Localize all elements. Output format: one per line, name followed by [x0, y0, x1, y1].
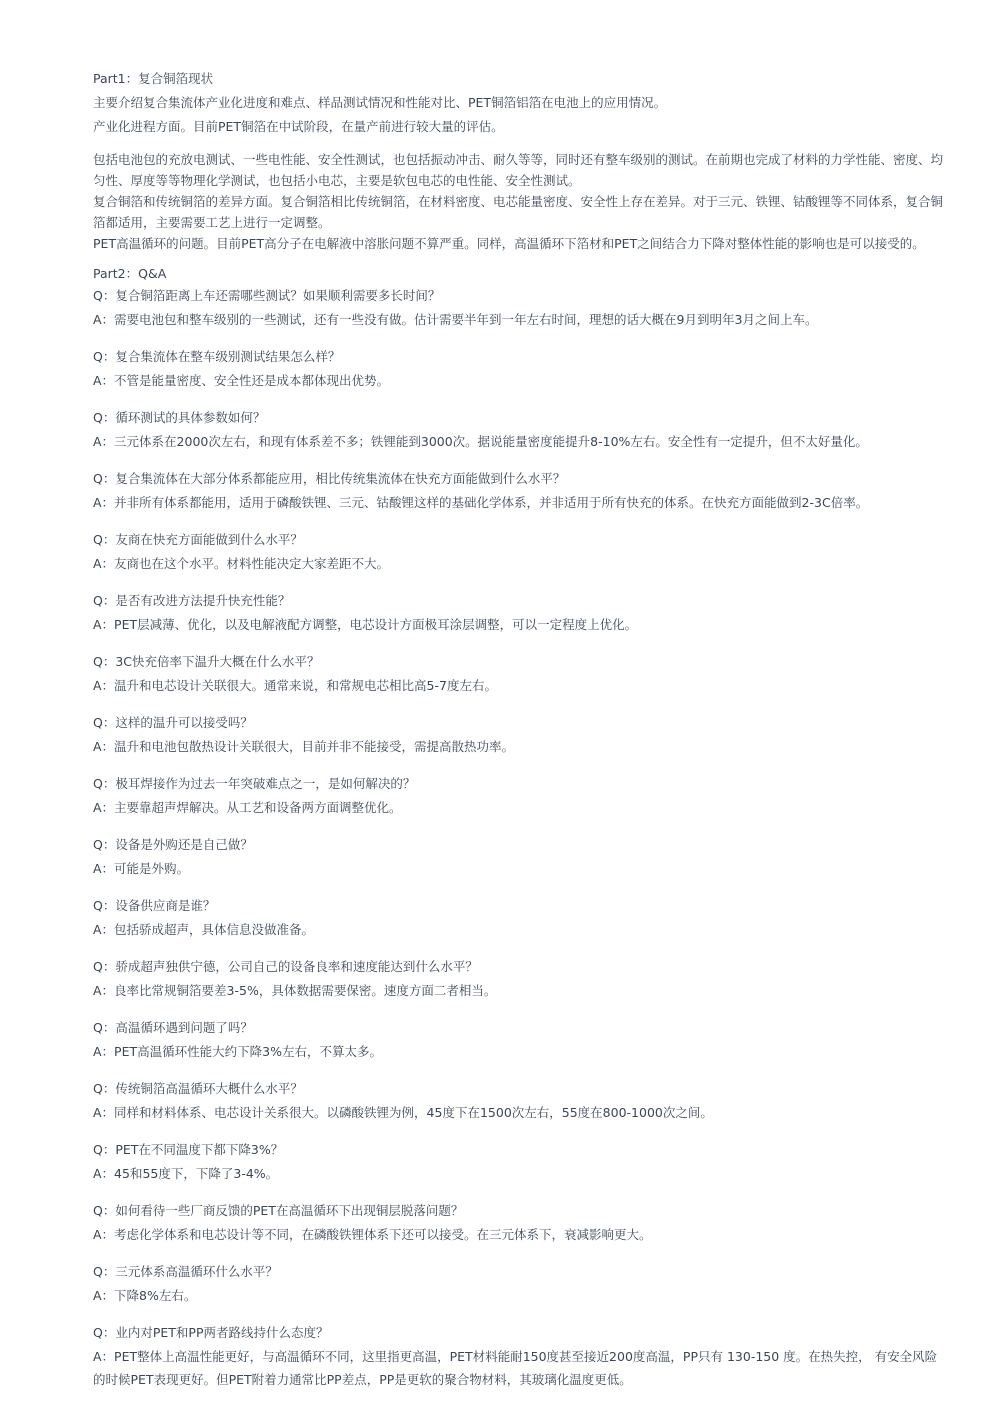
qa-item [93, 1199, 945, 1246]
question-text: Q：循环测试的具体参数如何？ [93, 410, 266, 425]
answer-text: A：温升和电芯设计关联很大。通常来说，和常规电芯相比高5-7度左右。 [93, 678, 497, 693]
answer-text: A：三元体系在2000次左右，和现有体系差不多；铁锂能到3000次。据说能量密度能提升8-10%左右。安全性有一定提升，但不太好量化。 [93, 434, 868, 449]
answer-text: A：不管是能量密度、安全性还是成本都体现出优势。 [93, 373, 390, 388]
qa-item [93, 406, 945, 453]
answer-text: A：下降8%左右。 [93, 1288, 197, 1303]
question-text: Q：极耳焊接作为过去一年突破难点之一，是如何解决的？ [93, 776, 416, 791]
answer-text: A：45和55度下，下降了3-4%。 [93, 1166, 279, 1181]
part1-intro: 主要介绍复合集流体产业化进度和难点、样品测试情况和性能对比、PET铜箔铝箔在电池上的应用情况。 [93, 95, 667, 110]
part1-heading: Part1：复合铜箔现状 [93, 71, 214, 86]
qa-item [93, 1260, 945, 1307]
answer-text: A：包括骄成超声，具体信息没做准备。 [93, 922, 315, 937]
qa-item [93, 528, 945, 575]
question-text: Q：业内对PET和PP两者路线持什么态度？ [93, 1325, 329, 1340]
part1-industrial-progress: 产业化进程方面。目前PET铜箔在中试阶段，在量产前进行较大量的评估。 [93, 119, 504, 134]
question-text: Q：3C快充倍率下温升大概在什么水平？ [93, 654, 320, 669]
question-text: Q：复合铜箔距离上车还需哪些测试？如果顺利需要多长时间？ [93, 288, 441, 303]
qa-item [93, 1321, 945, 1391]
qa-item [93, 650, 945, 697]
part1-difference-paragraph: 复合铜箔和传统铜箔的差异方面。复合铜箔相比传统铜箔，在材料密度、电芯能量密度、安全性上存在差异。对于三元、铁锂、钴酸锂等不同体系，复合铜箔都适用，主要需要工艺上进行一定调整。 [93, 194, 944, 230]
question-text: Q：传统铜箔高温循环大概什么水平？ [93, 1081, 303, 1096]
question-text: Q：高温循环遇到问题了吗？ [93, 1020, 253, 1035]
qa-list [93, 284, 945, 1391]
answer-text: A：PET高温循环性能大约下降3%左右，不算太多。 [93, 1044, 382, 1059]
answer-text: A：PET层减薄、优化，以及电解液配方调整，电芯设计方面极耳涂层调整，可以一定程度上优化。 [93, 617, 638, 632]
answer-text: A：主要靠超声焊解决。从工艺和设备两方面调整优化。 [93, 800, 402, 815]
qa-item [93, 1077, 945, 1124]
answer-text: A：需要电池包和整车级别的一些测试，还有一些没有做。估计需要半年到一年左右时间，理想的话大概在9月到明年3月之间上车。 [93, 312, 818, 327]
part1-cycling-paragraph: PET高温循环的问题。目前PET高分子在电解液中溶胀问题不算严重。同样，高温循环下箔材和PET之间结合力下降对整体性能的影响也是可以接受的。 [93, 236, 925, 251]
document-page [93, 68, 945, 1391]
answer-text: A：友商也在这个水平。材料性能决定大家差距不大。 [93, 556, 390, 571]
answer-text: A：PET整体上高温性能更好，与高温循环不同，这里指更高温，PET材料能耐150度甚至接近200度高温，PP只有 130-150 度。在热失控， 有安全风险的时候PET表现更好。但PET附着力通常比PP差点，PP是更软的聚合物材料，其玻璃化温度更低。 [93, 1349, 938, 1387]
qa-item [93, 284, 945, 331]
qa-item [93, 833, 945, 880]
part1-testing-paragraph: 包括电池包的充放电测试、一些电性能、安全性测试，也包括振动冲击、耐久等等，同时还有整车级别的测试。在前期也完成了材料的力学性能、密度、均匀性、厚度等等物理化学测试，也包括小电芯，主要是软包电芯的电性能、安全性测试。 [93, 152, 944, 188]
answer-text: A：同样和材料体系、电芯设计关系很大。以磷酸铁锂为例，45度下在1500次左右，55度在800-1000次之间。 [93, 1105, 713, 1120]
answer-text: A：温升和电池包散热设计关联很大，目前并非不能接受，需提高散热功率。 [93, 739, 515, 754]
qa-item [93, 955, 945, 1002]
question-text: Q：这样的温升可以接受吗？ [93, 715, 253, 730]
question-text: Q：设备供应商是谁？ [93, 898, 216, 913]
answer-text: A：可能是外购。 [93, 861, 190, 876]
qa-item [93, 1016, 945, 1063]
qa-item [93, 894, 945, 941]
part2-heading: Part2：Q&A [93, 266, 167, 281]
answer-text: A：并非所有体系都能用，适用于磷酸铁锂、三元、钴酸锂这样的基础化学体系，并非适用于所有快充的体系。在快充方面能做到2-3C倍率。 [93, 495, 869, 510]
qa-item [93, 467, 945, 514]
qa-item [93, 589, 945, 636]
question-text: Q：是否有改进方法提升快充性能？ [93, 593, 291, 608]
question-text: Q：如何看待一些厂商反馈的PET在高温循环下出现铜层脱落问题？ [93, 1203, 464, 1218]
answer-text: A：考虑化学体系和电芯设计等不同，在磷酸铁锂体系下还可以接受。在三元体系下，衰减影响更大。 [93, 1227, 652, 1242]
qa-item [93, 772, 945, 819]
question-text: Q：PET在不同温度下都下降3%？ [93, 1142, 284, 1157]
qa-item [93, 711, 945, 758]
question-text: Q：复合集流体在大部分体系都能应用，相比传统集流体在快充方面能做到什么水平？ [93, 471, 566, 486]
question-text: Q：友商在快充方面能做到什么水平？ [93, 532, 303, 547]
question-text: Q：三元体系高温循环什么水平？ [93, 1264, 278, 1279]
question-text: Q：复合集流体在整车级别测试结果怎么样？ [93, 349, 341, 364]
question-text: Q：设备是外购还是自己做？ [93, 837, 253, 852]
qa-item [93, 1138, 945, 1185]
question-text: Q：骄成超声独供宁德，公司自己的设备良率和速度能达到什么水平？ [93, 959, 478, 974]
answer-text: A：良率比常规铜箔要差3-5%，具体数据需要保密。速度方面二者相当。 [93, 983, 497, 998]
qa-item [93, 345, 945, 392]
